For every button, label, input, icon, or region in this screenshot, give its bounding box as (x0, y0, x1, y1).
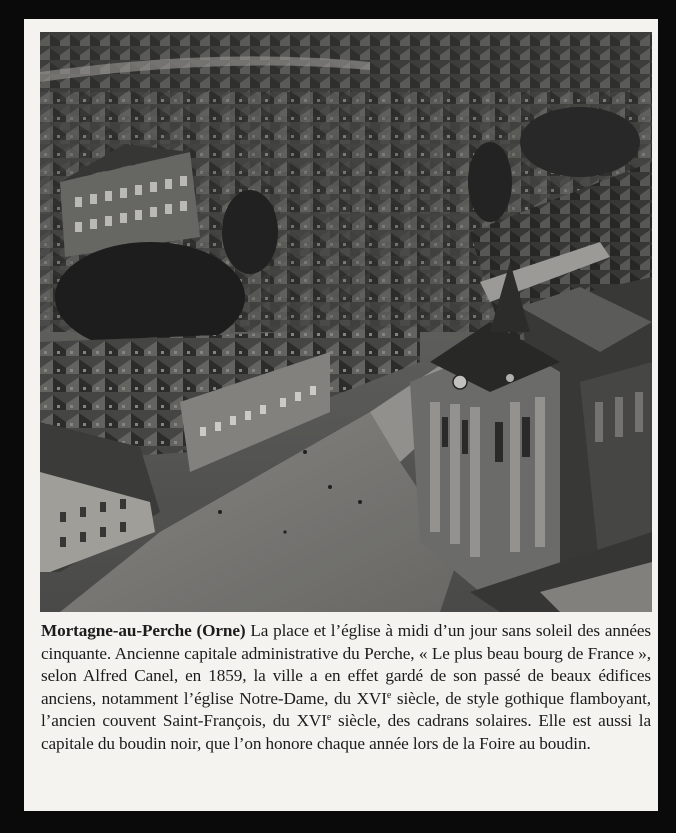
photo-caption (41, 620, 651, 756)
caption-text-part-1: La place et l’église à midi d’un jour sans soleil des années cinquante. Ancienne capitale administrative du Perche, « Le plus beau bourg de France », selon Alfred Canel, en 1859, la ville a en effet gardé de son passé de beaux édifices anciens, notamment l’église Notre-Dame, du XVI (41, 621, 651, 708)
caption-superscript-1: e (386, 689, 392, 701)
caption-text-part-3: siècle, des cadrans solaires. Elle est aussi la capitale du boudin noir, que l’on honore chaque année lors de la Foire au boudin. (41, 711, 651, 753)
aerial-town-image (40, 32, 652, 612)
caption-text-part-2: siècle, de style gothique flamboyant, l’ancien couvent Saint-François, du XVI (41, 688, 651, 731)
aerial-photograph (40, 32, 652, 612)
caption-superscript-2: e (326, 712, 332, 724)
caption-title: Mortagne-au-Perche (Orne) (41, 621, 246, 640)
